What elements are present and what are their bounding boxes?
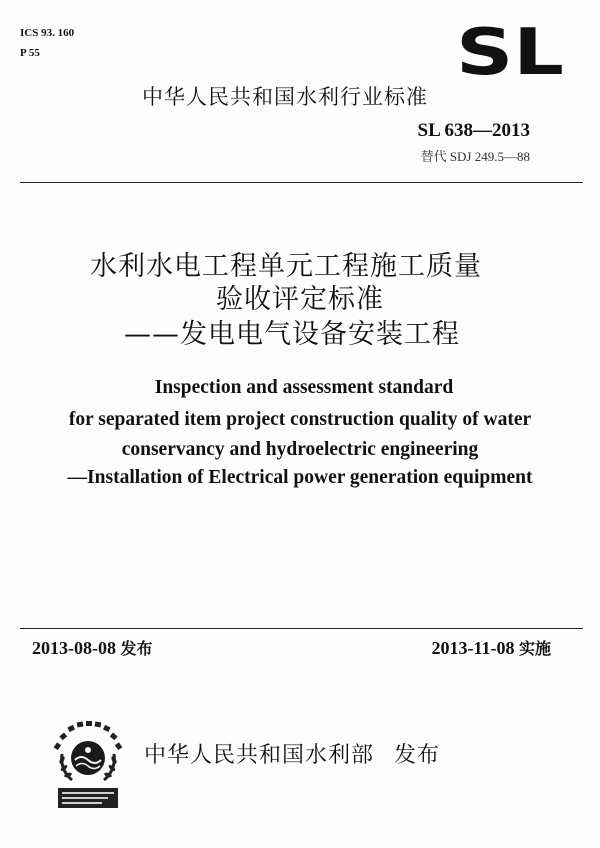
- sl-logo: [454, 26, 566, 78]
- issue-label: 发布: [120, 639, 153, 658]
- top-divider: [20, 182, 583, 183]
- en-title-line-1: Inspection and assessment standard: [154, 377, 454, 398]
- cn-title-line-3: ——发电电气设备安装工程: [124, 319, 460, 350]
- issue-date-line: [32, 636, 153, 661]
- publish-action: 发布: [394, 743, 441, 768]
- implementation-date: 2013-11-08: [431, 638, 515, 658]
- implementation-label: 实施: [518, 639, 551, 658]
- en-title-line-2: for separated item project construction quality of water: [68, 409, 532, 430]
- bottom-divider: [20, 628, 583, 629]
- industry-standard-title: 中华人民共和国水利行业标准: [142, 85, 428, 109]
- implementation-date-line: [431, 636, 551, 661]
- cn-title-line-2: 验收评定标准: [216, 284, 384, 315]
- replaces-standard: 替代 SDJ 249.5—88: [420, 149, 530, 164]
- en-title-line-3: conservancy and hydroelectric engineering: [121, 439, 479, 460]
- en-title-line-4: —Installation of Electrical power generation equipment: [67, 467, 533, 488]
- ics-code: ICS 93. 160: [20, 27, 75, 39]
- sl-logo-text: SL: [456, 26, 564, 78]
- standard-number: SL 638—2013: [417, 120, 530, 141]
- water-ministry-emblem-icon: [48, 714, 128, 810]
- publisher-name: 中华人民共和国水利部: [144, 743, 375, 768]
- cn-title-line-1: 水利水电工程单元工程施工质量: [90, 251, 482, 282]
- publisher-line: [144, 742, 440, 770]
- issue-date: 2013-08-08: [32, 638, 116, 658]
- category-code: P 55: [20, 47, 40, 59]
